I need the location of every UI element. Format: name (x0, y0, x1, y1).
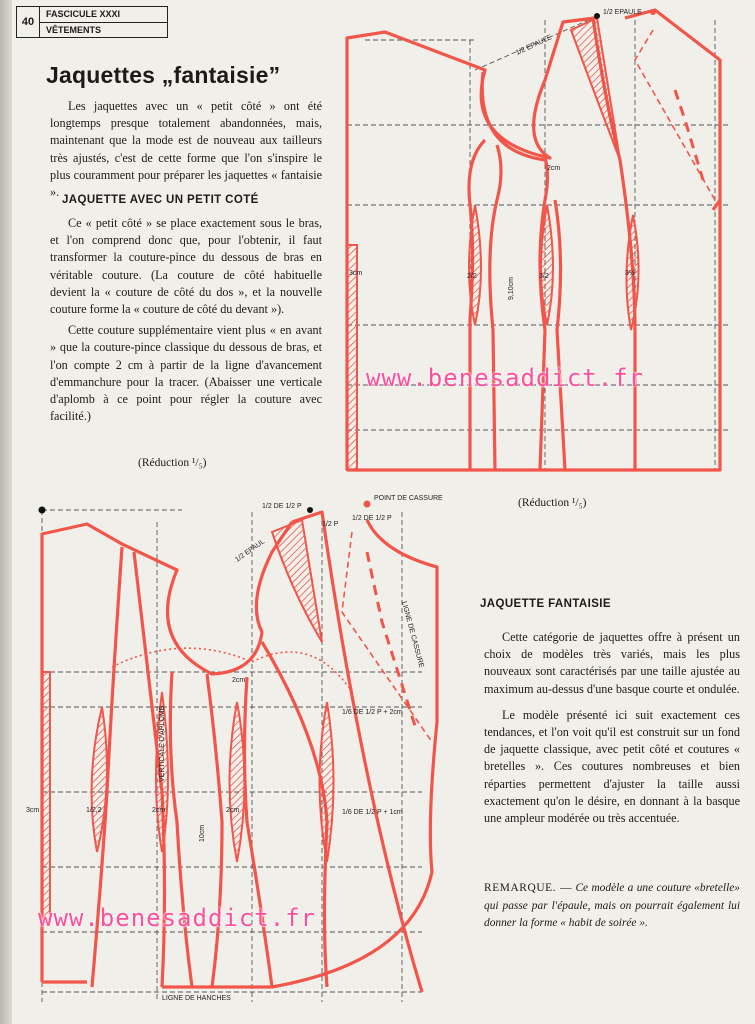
section1-text: Ce « petit côté » se place exactement sous le bras, et l'on comprend donc que, pour l'obtenir, il faut transformer la couture-pince du dessous de bras en véritable couture. (La couture de côté habituelle devient la « couture de côté du dos », et la nouvelle couture forme la « couture de côté du devant »). Cette couture supplémentaire vient plus « en avant » que la couture-pince classique du dessous de bras, et l'on compte 2 cm à partir de la ligne d'avancement d'emmanchure pour la tracer. (Abaisser une verticale d'aplomb à ce point pour régler la couture avec facilité.) (50, 216, 322, 424)
pattern-outlines (347, 10, 720, 470)
svg-text:1/2 P: 1/2 P (322, 521, 339, 528)
watermark-top: www.benesaddict.fr (366, 364, 645, 392)
svg-text:1/2 DE 1/2 P: 1/2 DE 1/2 P (352, 515, 392, 522)
svg-text:VERTICALE D'APLOMB: VERTICALE D'APLOMB (159, 705, 166, 782)
svg-text:1/2 EPAULE: 1/2 EPAULE (514, 34, 553, 57)
svg-text:9,10cm: 9,10cm (508, 277, 515, 300)
svg-text:1/6 DE 1/2 P + 1cm: 1/6 DE 1/2 P + 1cm (342, 809, 403, 816)
svg-text:3/2: 3/2 (539, 273, 549, 280)
intro-text: Les jaquettes avec un « petit côté » ont été longtemps presque totalement abandonnées, mais, maintenant que la mode est de nouveau aux tailleurs très ajustés, c'est de cette forme que l'on s'inspire le plus couramment pour préparer les jaquettes « fantaisie ». (50, 99, 322, 200)
page-binding (0, 0, 12, 1024)
svg-text:1/6 DE 1/2 P + 2cm: 1/6 DE 1/2 P + 2cm (342, 709, 403, 716)
svg-text:2cm: 2cm (152, 807, 166, 814)
svg-text:3cm: 3cm (26, 807, 40, 814)
lapel-line (635, 30, 715, 200)
neck-point (650, 9, 656, 15)
svg-text:2cm: 2cm (547, 165, 561, 172)
section2-text: Cette catégorie de jaquettes offre à présent un choix de modèles très variés, mais les plus nouveaux sont caractérisés par une taille ajustée au maximum au-dessus d'une basque courte et ondulée. Le modèle présenté ici suit exactement ces tendances, et l'on voit qu'il est construit sur un fond de jaquette classique, avec petit côté et coutures « bretelles ». Ces coutures nombreuses et bien réparties permettent d'ajuster la taille aussi exactement qu'on le désire, en donnant à la basque une ampleur modérée ou très accentuée. (484, 630, 740, 826)
svg-text:2cm: 2cm (232, 677, 246, 684)
svg-text:2cm: 2cm (226, 807, 240, 814)
shoulder-point-bottom (307, 507, 313, 513)
section2-heading: JAQUETTE FANTAISIE (480, 598, 611, 610)
remark-note (484, 880, 740, 933)
svg-text:3½: 3½ (625, 270, 635, 277)
front-edge-dashed (675, 90, 703, 180)
svg-text:1/2,2: 1/2,2 (86, 807, 102, 814)
svg-text:LIGNE DE CASSURE: LIGNE DE CASSURE (400, 600, 425, 669)
svg-text:POINT DE CASSURE: POINT DE CASSURE (374, 495, 443, 502)
back-neck-point (39, 507, 46, 514)
section-label: VÊTEMENTS (46, 24, 102, 35)
page-number: 40 (17, 7, 40, 37)
reduction-note-right: (Réduction ¹/₅) (518, 497, 587, 509)
svg-text:3cm: 3cm (349, 270, 363, 277)
svg-text:LIGNE DE HANCHES: LIGNE DE HANCHES (162, 995, 231, 1002)
svg-text:2/2: 2/2 (467, 273, 477, 280)
cassure-dashed (367, 552, 417, 732)
svg-text:1/2 EPAUL: 1/2 EPAUL (234, 538, 267, 564)
svg-text:10cm: 10cm (199, 824, 206, 842)
cassure-point (364, 501, 371, 508)
svg-text:1/2 DE 1/2 P: 1/2 DE 1/2 P (262, 503, 302, 510)
shoulder-point (594, 13, 600, 19)
fascicule-label: FASCICULE XXXI (40, 7, 167, 23)
section1-heading: JAQUETTE AVEC UN PETIT COTÉ (62, 194, 259, 206)
construction-lines (347, 15, 730, 470)
top-pattern-diagram (335, 0, 745, 480)
remark-text: Ce modèle a une couture «bretelle» qui passe par l'épaule, mais on pourrait également lui donner la forme « habit de soirée ». (484, 882, 740, 929)
page-title: Jaquettes „fantaisie” (46, 62, 281, 88)
remark-label: REMARQUE. — (484, 882, 573, 894)
pattern-darts-bottom (42, 520, 334, 922)
svg-text:1/2 EPAULE: 1/2 EPAULE (603, 9, 642, 16)
watermark-bottom: www.benesaddict.fr (38, 904, 317, 932)
page-header-box (16, 6, 168, 38)
reduction-note-left: (Réduction ¹/₅) (138, 457, 207, 469)
bottom-pattern-diagram (22, 492, 452, 1012)
